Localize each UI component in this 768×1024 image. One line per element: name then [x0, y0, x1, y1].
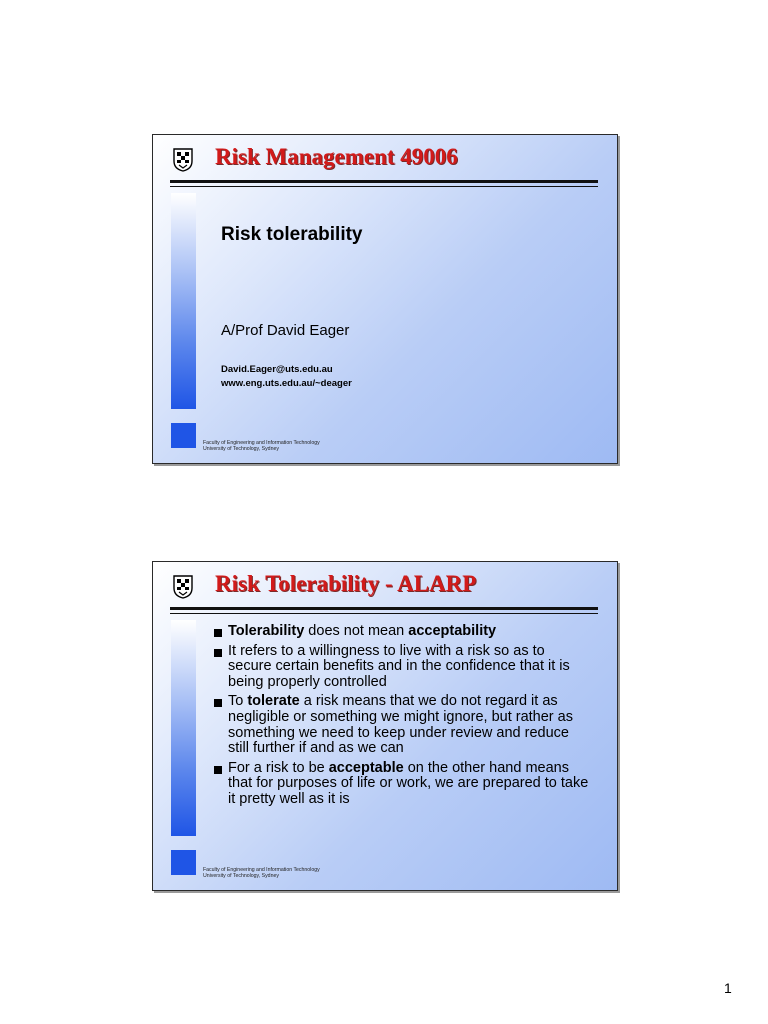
title-rule-thin	[170, 613, 598, 614]
bullet-text: For a risk to be	[228, 759, 329, 776]
slide-subtitle: Risk tolerability	[221, 224, 363, 245]
bullet-text: does not mean	[304, 623, 409, 639]
blue-square	[171, 423, 196, 448]
slide-title: Risk Management 49006	[215, 144, 458, 169]
page-number: 1	[724, 980, 732, 996]
bullet-item	[211, 624, 591, 640]
bullet-bold-text: Tolerability	[228, 623, 305, 639]
bullet-item	[211, 694, 591, 756]
uts-crest-icon	[173, 575, 193, 599]
uts-crest-icon	[173, 148, 193, 172]
title-rule	[170, 180, 598, 183]
slide-2	[152, 561, 618, 891]
bullet-text: To	[228, 693, 248, 710]
square-bullet-icon	[214, 699, 222, 707]
gradient-side-bar	[171, 620, 196, 836]
footer-faculty: Faculty of Engineering and Information Technology	[203, 440, 320, 446]
author-name: A/Prof David Eager	[221, 322, 350, 339]
bullet-bold-text: acceptable	[328, 759, 404, 776]
title-rule	[170, 607, 598, 610]
title-rule-thin	[170, 186, 598, 187]
bullet-text: a risk means that we do not regard it as negligible or something we might ignore, but rather as something we need to keep under review and reduce still further if and as we can	[228, 693, 573, 757]
square-bullet-icon	[214, 629, 222, 637]
square-bullet-icon	[214, 649, 222, 657]
bullet-item	[211, 644, 591, 691]
gradient-side-bar	[171, 193, 196, 409]
slide-1	[152, 134, 618, 464]
bullet-list	[211, 624, 591, 812]
bullet-bold-text: acceptability	[408, 623, 497, 639]
bullet-text: It refers to a willingness to live with a risk so as to secure certain benefits and in the confidence that it is being properly controlled	[228, 642, 570, 690]
blue-square	[171, 850, 196, 875]
bullet-text: on the other hand means that for purposes of life or work, we are prepared to take it pretty well as it is	[228, 759, 589, 807]
slide-title: Risk Tolerability - ALARP	[215, 571, 477, 596]
bullet-item	[211, 761, 591, 808]
slide-footer	[203, 867, 320, 879]
bullet-bold-text: tolerate	[247, 693, 300, 710]
footer-university: University of Technology, Sydney	[203, 446, 279, 452]
footer-university: University of Technology, Sydney	[203, 873, 279, 879]
slide-footer	[203, 440, 320, 452]
author-email: David.Eager@uts.edu.au	[221, 364, 333, 375]
author-website: www.eng.uts.edu.au/~deager	[221, 378, 352, 389]
footer-faculty: Faculty of Engineering and Information Technology	[203, 867, 320, 873]
square-bullet-icon	[214, 766, 222, 774]
